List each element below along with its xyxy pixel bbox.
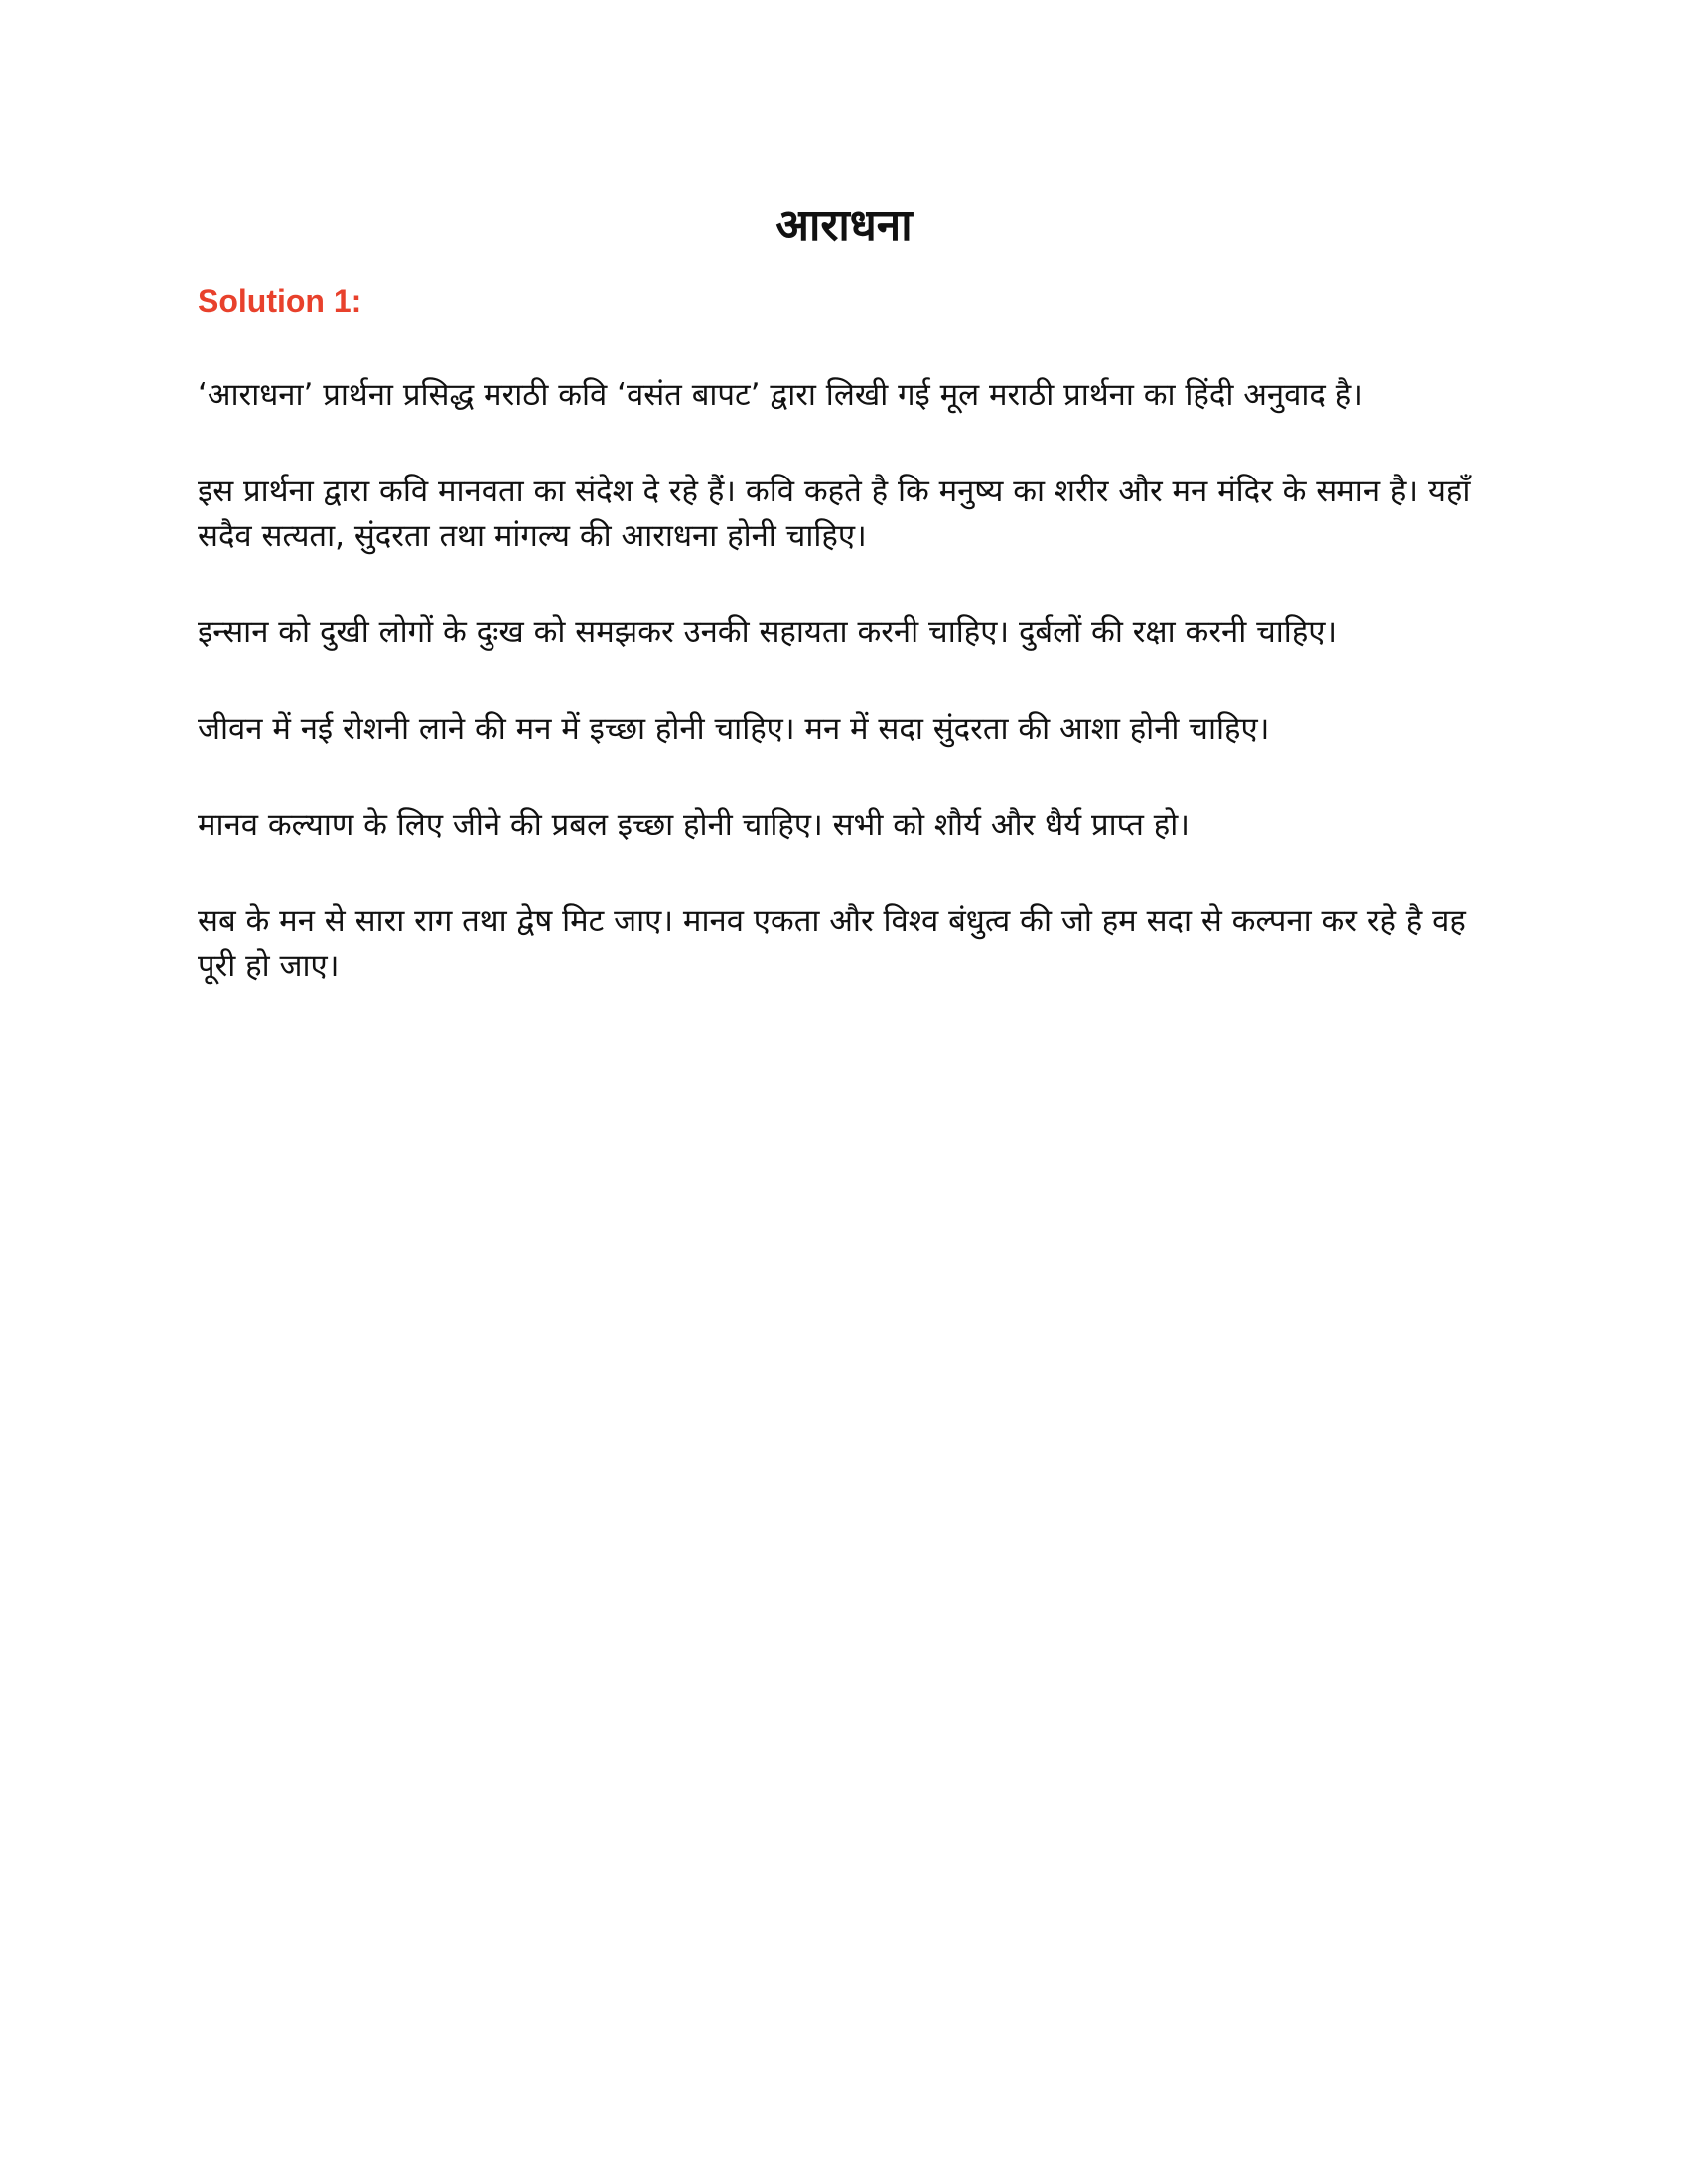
document-title: आराधना: [775, 201, 913, 251]
document-body: [198, 373, 1498, 1040]
paragraph-1: ‘आराधना’ प्रार्थना प्रसिद्ध मराठी कवि ‘वसंत बापट’ द्वारा लिखी गई मूल मराठी प्रार्थना का हिंदी अनुवाद है।: [198, 377, 1363, 413]
solution-label: Solution 1:: [198, 283, 362, 319]
paragraph-2: इस प्रार्थना द्वारा कवि मानवता का संदेश दे रहे हैं। कवि कहते है कि मनुष्य का शरीर और मन मंदिर के समान है। यहाँ सदैव सत्यता, सुंदरता तथा मांगल्य की आराधना होनी चाहिए।: [198, 474, 1471, 554]
paragraph-4: जीवन में नई रोशनी लाने की मन में इच्छा होनी चाहिए। मन में सदा सुंदरता की आशा होनी चाहिए।: [198, 711, 1270, 747]
paragraph-3: इन्सान को दुखी लोगों के दुःख को समझकर उनकी सहायता करनी चाहिए। दुर्बलों की रक्षा करनी चाहिए।: [198, 614, 1337, 650]
paragraph-5: मानव कल्याण के लिए जीने की प्रबल इच्छा होनी चाहिए। सभी को शौर्य और धैर्य प्राप्त हो।: [198, 807, 1190, 843]
paragraph-6: सब के मन से सारा राग तथा द्वेष मिट जाए। मानव एकता और विश्व बंधुत्व की जो हम सदा से कल्पना कर रहे है वह पूरी हो जाए।: [198, 903, 1466, 984]
